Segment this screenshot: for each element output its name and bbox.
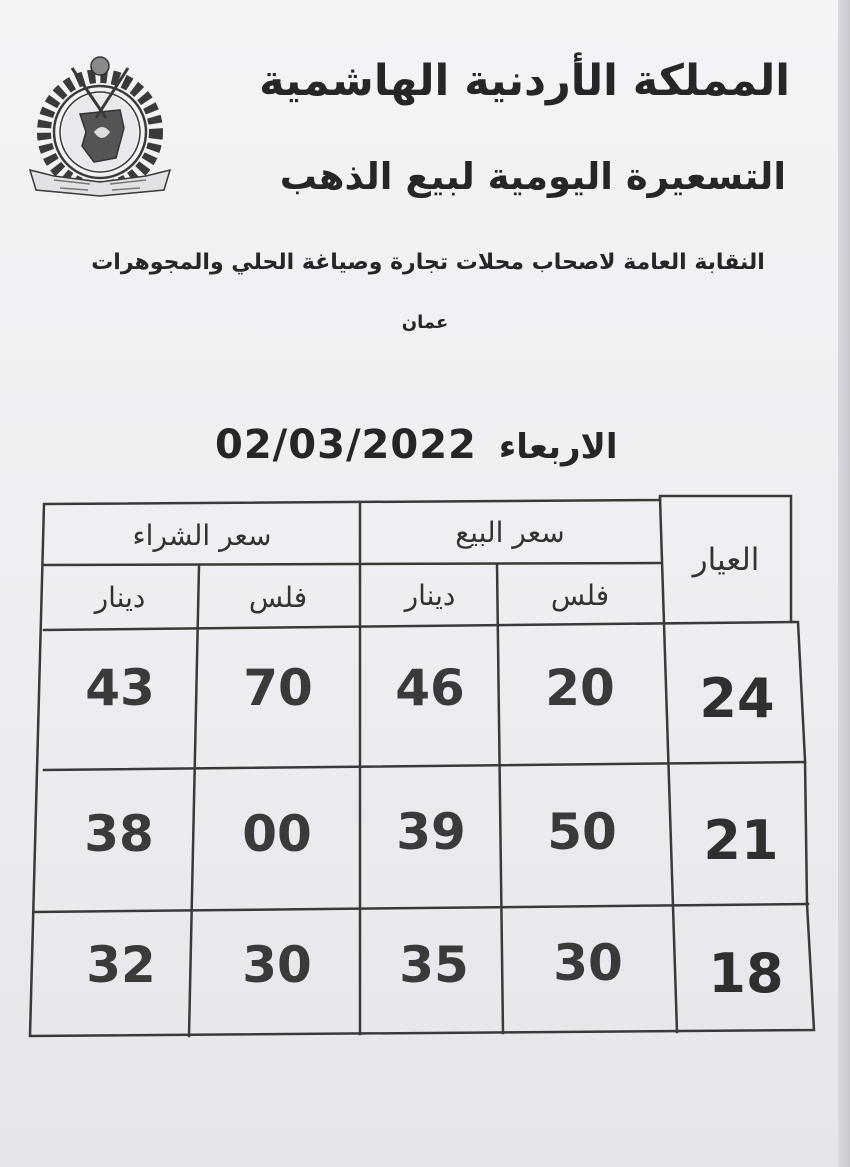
karat-18: 18 [708,941,784,1005]
sell-dinar-18: 35 [399,936,469,994]
buy-fils-21: 00 [242,805,312,863]
buy-fils-header: فلس [248,580,308,614]
buy-fils-24: 70 [243,659,313,717]
sell-fils-21: 50 [547,803,617,861]
kingdom-title: المملكة الأردنية الهاشمية [259,56,790,106]
sell-price-header: سعر البيع [455,515,565,549]
karat-21: 21 [703,808,779,872]
date-value: 02/03/2022 [215,422,477,468]
sell-dinar-21: 39 [396,803,466,861]
sell-fils-24: 20 [545,659,615,717]
sell-dinar-header: دينار [404,578,456,612]
city-name: عمان [401,312,449,333]
sell-dinar-24: 46 [395,659,465,717]
buy-price-header: سعر الشراء [132,518,272,552]
buy-dinar-24: 43 [85,659,155,717]
daily-gold-pricing-title: التسعيرة اليومية لبيع الذهب [279,155,786,198]
buy-dinar-21: 38 [84,805,154,863]
buy-dinar-header: دينار [94,580,146,614]
buy-dinar-18: 32 [86,936,156,994]
sell-fils-header: فلس [550,578,610,612]
union-name: النقابة العامة لاصحاب محلات تجارة وصياغة الحلي والمجوهرات [91,250,765,275]
sell-fils-18: 30 [553,934,623,992]
weekday: الاربعاء [498,427,618,467]
buy-fils-18: 30 [242,936,312,994]
karat-header: العيار [692,542,760,578]
karat-24: 24 [699,666,775,730]
